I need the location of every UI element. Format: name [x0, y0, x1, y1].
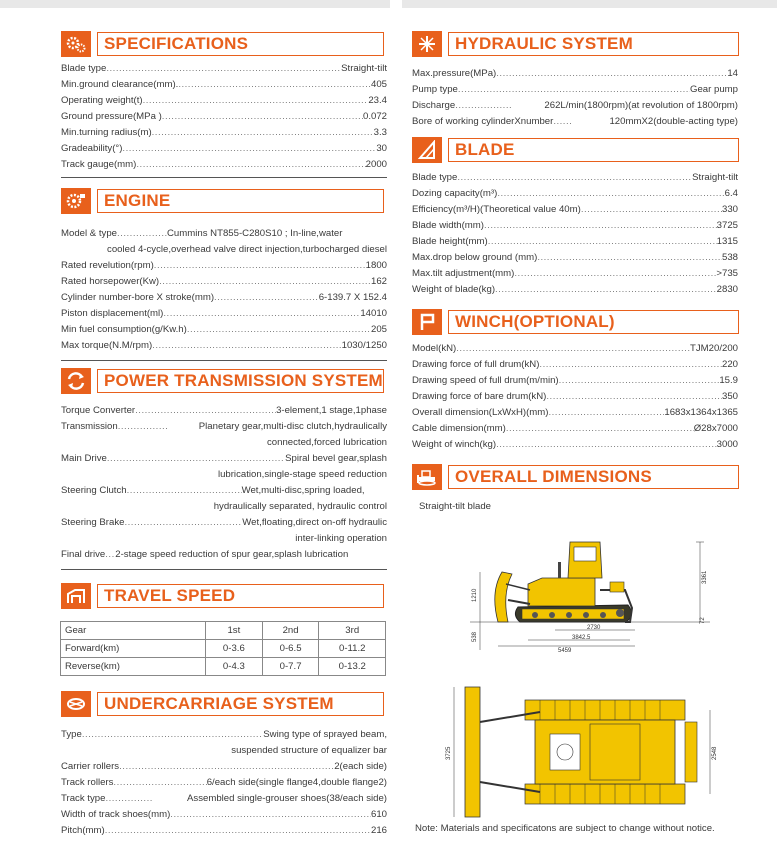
speed-icon [61, 583, 91, 609]
under-row-cont: suspended structure of equalizer bar [231, 745, 387, 756]
dim-clearance: 72 [700, 617, 706, 624]
spec-row: Track gauge(mm) ..... 2000 [61, 157, 387, 173]
power-header [61, 368, 384, 394]
transmission-icon [61, 368, 91, 394]
winch-row: Model(kN) ..... TJM20/200 [412, 341, 738, 357]
winch-row: Weight of winch(kg) ..... 3000 [412, 437, 738, 453]
specifications-header [61, 31, 384, 57]
dimensions-title: OVERALL DIMENSIONS [448, 465, 739, 489]
power-row: Main Drive ..... Spiral bevel gear,splash [61, 451, 387, 467]
engine-row: Model & type ..... Cummins NT855-C280S10 ; In-line,water [61, 226, 387, 242]
engine-list [61, 226, 387, 361]
power-row-cont: hydraulically separated, hydraulic control [213, 501, 387, 512]
dim-drop: 538 [472, 631, 478, 642]
undercarriage-title: UNDERCARRIAGE SYSTEM [97, 692, 384, 716]
under-row: Carrier rollers ..... 2(each side) [61, 759, 387, 775]
under-row: Pitch(mm) ..... 216 [61, 823, 387, 839]
under-row: Track rollers ..... 6/each side(single flange4,double flange2) [61, 775, 387, 791]
engine-row: Rated horsepower(Kw) ..... 162 [61, 274, 387, 290]
spec-row: Blade type ..... Straight-tilt [61, 61, 387, 77]
table-cell: 1st [206, 622, 263, 640]
dimensions-header [412, 464, 739, 490]
power-list [61, 403, 387, 570]
engine-header [61, 188, 384, 214]
engine-row-cont: cooled 4-cycle,overhead valve direct injection,turbocharged diesel [107, 244, 387, 255]
winch-row: Drawing force of bare drum(kN) ..... 350 [412, 389, 738, 405]
under-row: Width of track shoes(mm) ..... 610 [61, 807, 387, 823]
blade-header [412, 137, 739, 163]
table-cell: Gear [61, 622, 206, 640]
dimensions-caption: Straight-tilt blade [419, 501, 491, 512]
under-row: Type ..... Swing type of sprayed beam, [61, 727, 387, 743]
blade-row: Dozing capacity(m³) ..... 6.4 [412, 186, 738, 202]
engine-title: ENGINE [97, 189, 384, 213]
bulldozer-icon [412, 464, 442, 490]
table-cell: 0-6.5 [262, 640, 319, 658]
dim-height: 3361 [702, 570, 708, 584]
table-cell: 0-7.7 [262, 658, 319, 676]
blade-row: Max.drop below ground (mm) ..... 538 [412, 250, 738, 266]
winch-icon [412, 309, 442, 335]
undercarriage-list [61, 727, 387, 839]
blade-row: Blade type ..... Straight-tilt [412, 170, 738, 186]
hydraulic-row: Max.pressure(MPa) ..... 14 [412, 66, 738, 82]
dim-gauge-width: 2548 [712, 746, 718, 760]
specifications-title: SPECIFICATIONS [97, 32, 384, 56]
power-row: Transmission ..... Planetary gear,multi-disc clutch,hydraulically [61, 419, 387, 435]
table-header-row [61, 622, 386, 640]
spec-row: Min.turning radius(m) ..... 3.3 [61, 125, 387, 141]
hydraulic-row: Pump type ..... Gear pump [412, 82, 738, 98]
table-cell: 0-13.2 [319, 658, 386, 676]
blade-title: BLADE [448, 138, 739, 162]
blade-row: Weight of blade(kg) ..... 2830 [412, 282, 738, 298]
dim-track-length: 2730 [587, 625, 601, 631]
travel-speed-table [60, 621, 386, 676]
spec-row: Gradeability(°) ..... 30 [61, 141, 387, 157]
travel-header [61, 583, 384, 609]
power-row-cont: lubrication,single-stage speed reduction [217, 469, 387, 480]
power-row-cont: connected,forced lubrication [267, 437, 387, 448]
winch-list [412, 341, 738, 453]
engine-row: Min fuel consumption(g/Kw.h) ..... 205 [61, 322, 387, 338]
travel-title: TRAVEL SPEED [97, 584, 384, 608]
winch-row: Drawing force of full drum(kN) ..... 220 [412, 357, 738, 373]
table-cell: Forward(km) [61, 640, 206, 658]
winch-row: Overall dimension(LxWxH)(mm) ..... 1683x1364x1365 [412, 405, 738, 421]
hydraulic-list [412, 66, 738, 130]
winch-header [412, 309, 739, 335]
hydraulic-row: Bore of working cylinderXnumber ..... 120mmX2(double-acting type) [412, 114, 738, 130]
power-row: Torque Converter ..... 3-element,1 stage,1phase [61, 403, 387, 419]
table-row [61, 658, 386, 676]
hydraulic-row: Discharge ..... 262L/min(1800rpm)(at revolution of 1800rpm) [412, 98, 738, 114]
table-row [61, 640, 386, 658]
dim-blade-width: 3725 [446, 746, 452, 760]
blade-row: Blade height(mm) ..... 1315 [412, 234, 738, 250]
engine-row: Rated revelution(rpm) ..... 1800 [61, 258, 387, 274]
under-row: Track type ..... Assembled single-grouser shoes(38/each side) [61, 791, 387, 807]
power-row: Final drive ..... 2-stage speed reduction of spur gear,splash lubrication [61, 547, 387, 563]
roller-icon [61, 691, 91, 717]
dim-length-mid: 3842.5 [572, 635, 591, 641]
winch-title: WINCH(OPTIONAL) [448, 310, 739, 334]
spec-row: Ground pressure(MPa ) ..... 0.072 [61, 109, 387, 125]
dim-blade-height: 1210 [472, 588, 478, 602]
blade-row: Blade width(mm) ..... 3725 [412, 218, 738, 234]
winch-row: Cable dimension(mm) ..... Ø28x7000 [412, 421, 738, 437]
power-row-cont: inter-linking operation [295, 533, 387, 544]
engine-row: Max torque(N.M/rpm) ..... 1030/1250 [61, 338, 387, 354]
gear-icon [61, 31, 91, 57]
specifications-list [61, 61, 387, 178]
power-title: POWER TRANSMISSION SYSTEM [97, 369, 384, 393]
table-cell: 3rd [319, 622, 386, 640]
spec-row: Min.ground clearance(mm). ..... 405 [61, 77, 387, 93]
side-view-drawing [460, 512, 730, 662]
blade-row: Max.tilt adjustment(mm) ..... >735 [412, 266, 738, 282]
disclaimer-note: Note: Materials and specificatons are subject to change without notice. [415, 823, 715, 834]
hydraulic-icon [412, 31, 442, 57]
table-cell: Reverse(km) [61, 658, 206, 676]
engine-row: Piston displacement(ml) ..... 14010 [61, 306, 387, 322]
hydraulic-header [412, 31, 739, 57]
dim-length-total: 5459 [558, 648, 572, 654]
table-cell: 2nd [262, 622, 319, 640]
power-row: Steering Clutch ..... Wet,multi-disc,spring loaded, [61, 483, 387, 499]
winch-row: Drawing speed of full drum(m/min) ..... 15.9 [412, 373, 738, 389]
top-view-drawing [440, 682, 730, 822]
blade-row: Efficiency(m³/H)(Theoretical value 40m) ..... 330 [412, 202, 738, 218]
blade-list [412, 170, 738, 298]
blade-icon [412, 137, 442, 163]
hydraulic-title: HYDRAULIC SYSTEM [448, 32, 739, 56]
top-band [0, 0, 777, 8]
power-row: Steering Brake ..... Wet,floating,direct on-off hydraulic [61, 515, 387, 531]
spec-row: Operating weight(t) ..... 23.4 [61, 93, 387, 109]
engine-icon [61, 188, 91, 214]
table-cell: 0-3.6 [206, 640, 263, 658]
table-cell: 0-4.3 [206, 658, 263, 676]
undercarriage-header [61, 691, 384, 717]
table-cell: 0-11.2 [319, 640, 386, 658]
engine-row: Cylinder number-bore X stroke(mm) ..... 6-139.7 X 152.4 [61, 290, 387, 306]
